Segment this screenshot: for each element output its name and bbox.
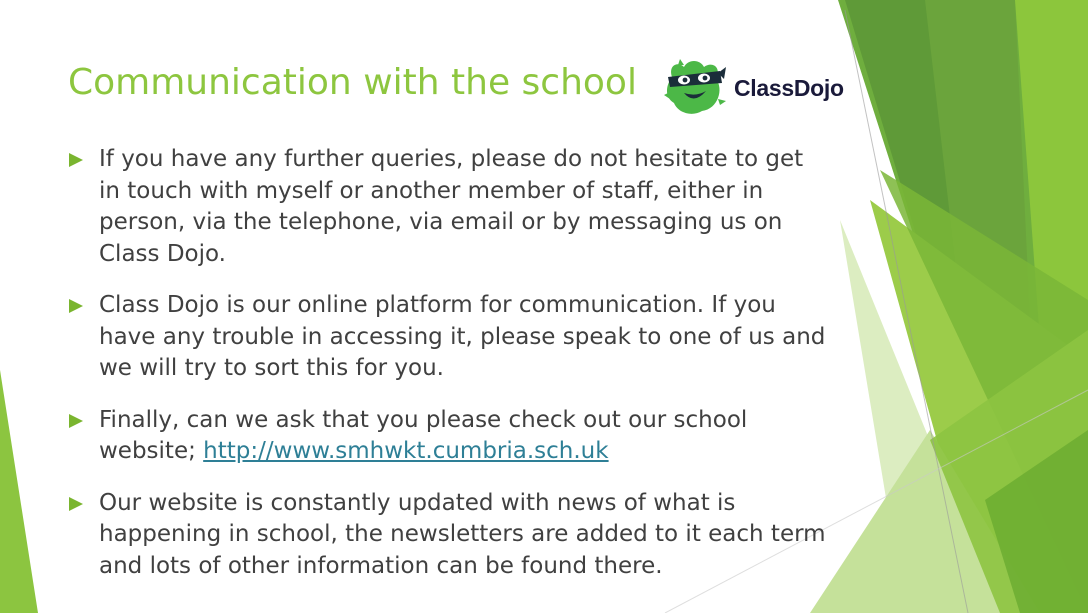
bullet-arrow-icon [69, 414, 83, 428]
bullet-item [66, 405, 826, 468]
bullet-arrow-icon [69, 497, 83, 511]
school-website-link[interactable]: http://www.smhwkt.cumbria.sch.uk [203, 438, 609, 464]
slide-title: Communication with the school [68, 62, 637, 103]
bullet-text: Our website is constantly updated with news of what is happening in school, the newsletters are added to it each term and lots of other information can be found there. [99, 489, 826, 579]
bullet-item [66, 290, 826, 385]
left-facet [0, 370, 38, 613]
bullet-arrow-icon [69, 299, 83, 313]
bullet-item [66, 488, 826, 583]
bullet-text: Class Dojo is our online platform for communication. If you have any trouble in accessing it, please speak to one of us and we will try to sort this for you. [99, 292, 826, 381]
classdojo-wordmark: ClassDojo [734, 75, 844, 101]
bullet-arrow-icon [69, 153, 83, 167]
bullet-text: Finally, can we ask that you please check out our school website; [99, 406, 748, 464]
bullet-list [66, 144, 826, 602]
bullet-item [66, 144, 826, 270]
classdojo-logo [662, 55, 862, 119]
classdojo-monster-icon [662, 55, 726, 119]
bullet-text: If you have any further queries, please do not hesitate to get in touch with myself or another member of staff, either in person, via the telephone, via email or by messaging us on Class Dojo. [99, 146, 804, 267]
